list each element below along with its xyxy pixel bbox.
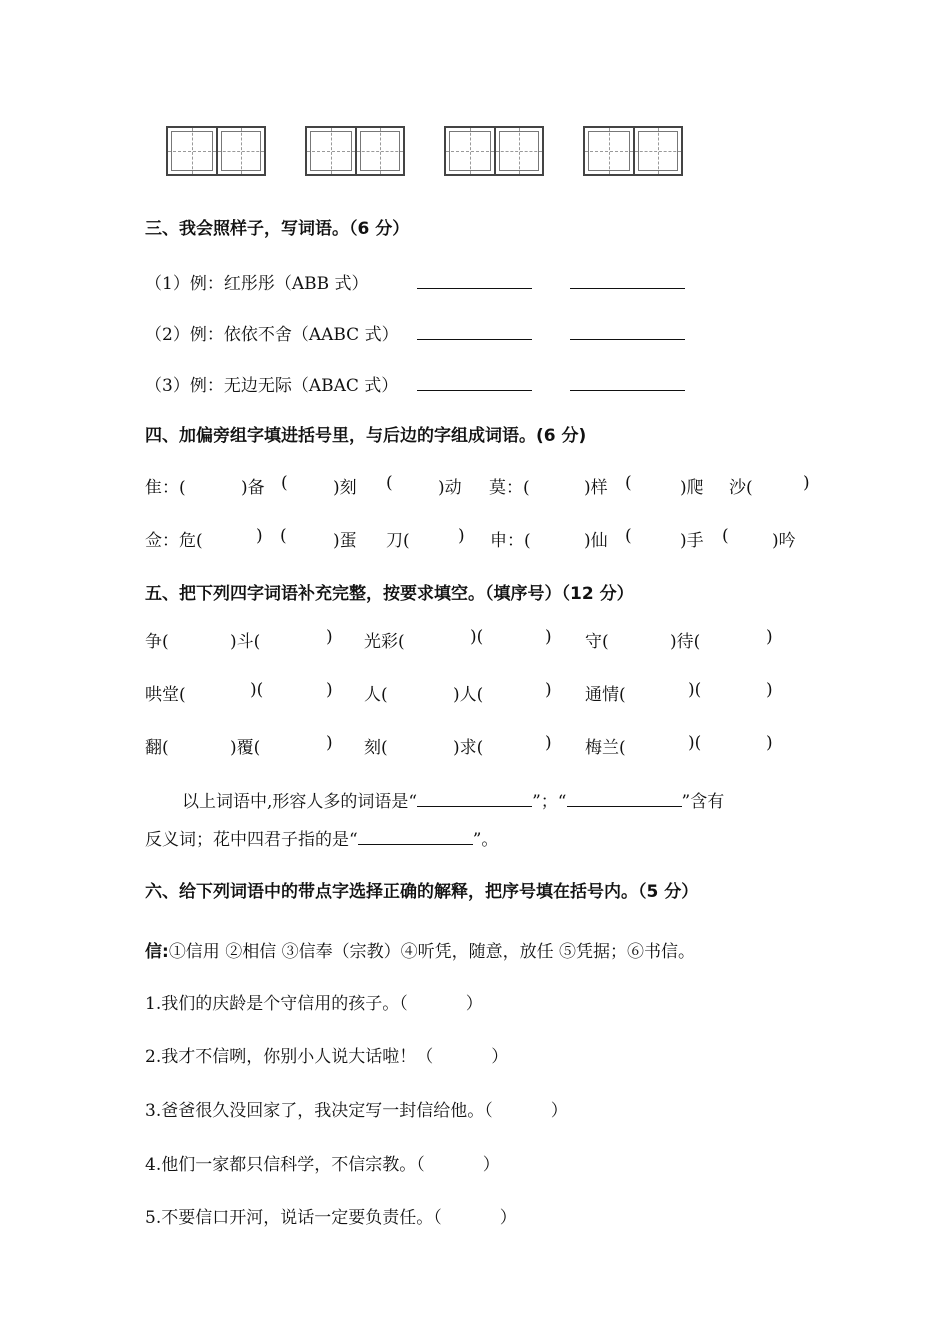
item-1-text: 1.我们的庆龄是个守信用的孩子。（ [145, 994, 408, 1014]
section3-blank-3a[interactable] [417, 390, 532, 391]
s5r3-c1: )覆( [230, 738, 261, 758]
item-2-close: ） [491, 1047, 509, 1067]
item-3-close: ） [550, 1101, 568, 1121]
item-1-close: ） [465, 994, 483, 1014]
s5r3-c0: 翻( [145, 738, 169, 758]
s5r1-c6: 守( [585, 632, 609, 652]
s4r2-c3: )蛋 [333, 531, 357, 551]
s4r1-c1: )备 [241, 478, 265, 498]
item-2-text: 2.我才不信咧，你别小人说大话啦！（ [145, 1047, 434, 1067]
section6-heading: 六、给下列词语中的带点字选择正确的解释，把序号填在括号内。（5 分） [145, 882, 699, 902]
s5r2-c1: )( [250, 680, 264, 700]
s4r1-c3: )刻 [333, 478, 357, 498]
s4r2-c8: ( [625, 526, 632, 546]
section6-item-1 [145, 989, 483, 1014]
s5r1-c2: ) [326, 627, 333, 647]
section6-item-3 [145, 1096, 568, 1121]
s5r1-c0: 争( [145, 632, 169, 652]
def-text: ①信用 ②相信 ③信奉（宗教）④听凭，随意，放任 ⑤凭据；⑥书信。 [168, 942, 696, 962]
s5r1-c8: ) [766, 627, 773, 647]
s4r1-c8: ( [625, 473, 632, 493]
s4r2-c7: )仙 [584, 531, 608, 551]
s4r1-c0: 隹：( [145, 478, 186, 498]
s5r2-c4: )人( [453, 685, 484, 705]
s4r2-c10: ( [722, 526, 729, 546]
section5-row-2 [0, 680, 950, 704]
s4r1-c10: 沙( [729, 478, 753, 498]
s4r2-c11: )吟 [772, 531, 796, 551]
s4r1-c9: )爬 [680, 478, 704, 498]
section3-blank-3b[interactable] [570, 390, 685, 391]
para-e: ”。 [472, 830, 499, 850]
blank-antonym-word[interactable] [567, 805, 682, 807]
s5r3-c5: ) [545, 733, 552, 753]
item-5-close: ） [499, 1208, 517, 1228]
s5r3-c7: )( [688, 733, 702, 753]
s5r3-c6: 梅兰( [585, 738, 626, 758]
section5-heading: 五、把下列四字词语补充完整，按要求填空。（填序号）（12 分） [145, 584, 634, 604]
writing-grid-1[interactable] [166, 126, 266, 176]
s4r2-c4: 刀( [386, 531, 410, 551]
s4r2-c5: ) [458, 526, 465, 546]
section3-heading: 三、我会照样子，写词语。（6 分） [145, 219, 410, 239]
para-d: 反义词；花中四君子指的是“ [145, 830, 358, 850]
section3-blank-2a[interactable] [417, 339, 532, 340]
item-5-text: 5.不要信口开河，说话一定要负责任。（ [145, 1208, 442, 1228]
writing-grid-3[interactable] [444, 126, 544, 176]
section3-blank-1a[interactable] [417, 288, 532, 289]
s5r1-c4: )( [470, 627, 484, 647]
s5r3-c4: )求( [453, 738, 484, 758]
section6-definitions [145, 937, 695, 962]
section5-row-3 [0, 733, 950, 757]
s4r2-c6: 申：( [490, 531, 531, 551]
s5r2-c6: 通情( [585, 685, 626, 705]
section3-item-1: （1）例：红彤彤（ABB 式） [145, 274, 369, 294]
section6-item-2 [145, 1042, 508, 1067]
section4-heading: 四、加偏旁组字填进括号里，与后边的字组成词语。(6 分) [145, 426, 587, 446]
s5r2-c0: 哄堂( [145, 685, 186, 705]
s5r1-c1: )斗( [230, 632, 261, 652]
section5-paragraph-line-1 [182, 787, 724, 812]
item-4-close: ） [482, 1155, 500, 1175]
s5r3-c2: ) [326, 733, 333, 753]
section3-blank-2b[interactable] [570, 339, 685, 340]
para-c: ”含有 [681, 792, 725, 812]
section4-row-2 [0, 526, 950, 550]
s4r1-c11: ) [803, 473, 810, 493]
s4r2-c1: ) [256, 526, 263, 546]
s5r2-c5: ) [545, 680, 552, 700]
s5r3-c3: 刻( [364, 738, 388, 758]
s4r2-c9: )手 [680, 531, 704, 551]
section4-row-1 [0, 473, 950, 497]
s5r1-c5: ) [545, 627, 552, 647]
para-b: ”；“ [532, 792, 567, 812]
s5r2-c2: ) [326, 680, 333, 700]
s4r2-c2: ( [280, 526, 287, 546]
s4r1-c6: 莫：( [489, 478, 530, 498]
s5r3-c8: ) [766, 733, 773, 753]
s4r1-c2: ( [281, 473, 288, 493]
s5r2-c8: ) [766, 680, 773, 700]
section3-item-2: （2）例：依依不舍（AABC 式） [145, 325, 399, 345]
section5-paragraph-line-2 [145, 825, 498, 850]
blank-crowd-word[interactable] [417, 805, 532, 807]
section6-item-4 [145, 1150, 500, 1175]
s5r2-c3: 人( [364, 685, 388, 705]
s4r1-c7: )样 [584, 478, 608, 498]
section6-item-5 [145, 1203, 517, 1228]
para-a: 以上词语中,形容人多的词语是“ [182, 792, 418, 812]
writing-grid-4[interactable] [583, 126, 683, 176]
s4r1-c5: )动 [438, 478, 462, 498]
def-label: 信: [145, 942, 169, 962]
item-4-text: 4.他们一家都只信科学，不信宗教。（ [145, 1155, 425, 1175]
s5r1-c7: )待( [670, 632, 701, 652]
section5-row-1 [0, 627, 950, 651]
s5r1-c3: 光彩( [364, 632, 405, 652]
s5r2-c7: )( [688, 680, 702, 700]
writing-grid-2[interactable] [305, 126, 405, 176]
item-3-text: 3.爸爸很久没回家了，我决定写一封信给他。（ [145, 1101, 493, 1121]
s4r1-c4: ( [386, 473, 393, 493]
s4r2-c0: 佥：危( [145, 531, 203, 551]
blank-four-gentlemen[interactable] [358, 843, 473, 845]
section3-item-3: （3）例：无边无际（ABAC 式） [145, 376, 399, 396]
section3-blank-1b[interactable] [570, 288, 685, 289]
